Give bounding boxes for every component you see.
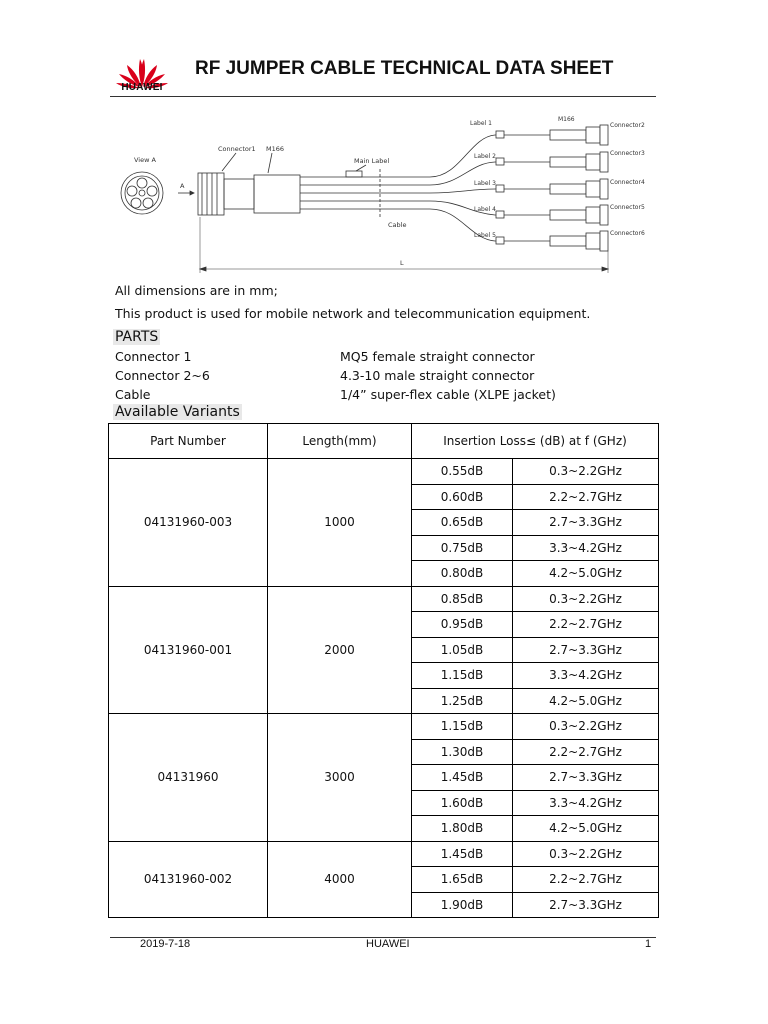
loss-cell: 0.95dB bbox=[412, 612, 513, 638]
column-header: Insertion Loss≤ (dB) at f (GHz) bbox=[412, 424, 659, 459]
loss-cell: 0.75dB bbox=[412, 535, 513, 561]
length-cell: 1000 bbox=[268, 459, 412, 587]
loss-cell: 1.80dB bbox=[412, 816, 513, 842]
connector5-label: Connector5 bbox=[610, 204, 645, 211]
connector1-label: Connector1 bbox=[218, 145, 256, 153]
dimensions-note: All dimensions are in mm; bbox=[115, 283, 278, 298]
view-a-label: View A bbox=[134, 156, 156, 164]
part-name: Cable bbox=[115, 387, 151, 402]
loss-cell: 0.60dB bbox=[412, 484, 513, 510]
loss-cell: 1.45dB bbox=[412, 841, 513, 867]
table-row bbox=[109, 841, 659, 867]
part-desc: 1/4” super-flex cable (XLPE jacket) bbox=[340, 387, 556, 402]
footer-page-number: 1 bbox=[645, 938, 652, 950]
freq-cell: 4.2~5.0GHz bbox=[513, 816, 659, 842]
column-header: Length(mm) bbox=[268, 424, 412, 459]
cable-drawing bbox=[110, 105, 656, 285]
main-label-text: Main Label bbox=[354, 157, 390, 165]
part-name: Connector 1 bbox=[115, 349, 192, 364]
length-cell: 3000 bbox=[268, 714, 412, 842]
usage-note: This product is used for mobile network and telecommunication equipment. bbox=[115, 306, 591, 321]
loss-cell: 1.65dB bbox=[412, 867, 513, 893]
length-cell: 2000 bbox=[268, 586, 412, 714]
part-desc: MQ5 female straight connector bbox=[340, 349, 535, 364]
footer-date: 2019-7-18 bbox=[140, 938, 191, 950]
column-header: Part Number bbox=[109, 424, 268, 459]
loss-cell: 0.65dB bbox=[412, 510, 513, 536]
freq-cell: 3.3~4.2GHz bbox=[513, 535, 659, 561]
branch-label-4: Label 4 bbox=[474, 206, 496, 213]
variants-heading: Available Variants bbox=[115, 404, 240, 420]
connector3-label: Connector3 bbox=[610, 150, 645, 157]
freq-cell: 2.7~3.3GHz bbox=[513, 637, 659, 663]
connector4-label: Connector4 bbox=[610, 179, 645, 186]
loss-cell: 0.80dB bbox=[412, 561, 513, 587]
freq-cell: 2.7~3.3GHz bbox=[513, 765, 659, 791]
part-number-cell: 04131960-002 bbox=[109, 841, 268, 918]
table-row bbox=[109, 586, 659, 612]
branch-label-3: Label 3 bbox=[474, 180, 496, 187]
freq-cell: 4.2~5.0GHz bbox=[513, 561, 659, 587]
loss-cell: 1.15dB bbox=[412, 663, 513, 689]
freq-cell: 2.2~2.7GHz bbox=[513, 867, 659, 893]
loss-cell: 1.60dB bbox=[412, 790, 513, 816]
freq-cell: 2.7~3.3GHz bbox=[513, 510, 659, 536]
connector6-label: Connector6 bbox=[610, 230, 645, 237]
loss-cell: 0.55dB bbox=[412, 459, 513, 485]
part-number-cell: 04131960-003 bbox=[109, 459, 268, 587]
connector2-label: Connector2 bbox=[610, 122, 645, 129]
part-number-cell: 04131960 bbox=[109, 714, 268, 842]
length-cell: 4000 bbox=[268, 841, 412, 918]
freq-cell: 3.3~4.2GHz bbox=[513, 663, 659, 689]
parts-heading: PARTS bbox=[115, 329, 159, 345]
page-title: RF JUMPER CABLE TECHNICAL DATA SHEET bbox=[195, 58, 614, 79]
length-dimension-label: L bbox=[400, 259, 404, 267]
freq-cell: 2.2~2.7GHz bbox=[513, 739, 659, 765]
freq-cell: 4.2~5.0GHz bbox=[513, 688, 659, 714]
freq-cell: 2.7~3.3GHz bbox=[513, 892, 659, 918]
freq-cell: 0.3~2.2GHz bbox=[513, 714, 659, 740]
part-desc: 4.3-10 male straight connector bbox=[340, 368, 535, 383]
cable-label-text: Cable bbox=[388, 221, 407, 229]
freq-cell: 2.2~2.7GHz bbox=[513, 484, 659, 510]
logo-text: HUAWEI bbox=[121, 82, 163, 93]
freq-cell: 0.3~2.2GHz bbox=[513, 841, 659, 867]
freq-cell: 2.2~2.7GHz bbox=[513, 612, 659, 638]
branch-label-1: Label 1 bbox=[470, 120, 492, 127]
part-number-cell: 04131960-001 bbox=[109, 586, 268, 714]
freq-cell: 0.3~2.2GHz bbox=[513, 586, 659, 612]
loss-cell: 1.25dB bbox=[412, 688, 513, 714]
loss-cell: 1.30dB bbox=[412, 739, 513, 765]
freq-cell: 3.3~4.2GHz bbox=[513, 790, 659, 816]
variants-table bbox=[108, 423, 659, 918]
m166-left-label: M166 bbox=[266, 145, 285, 153]
loss-cell: 1.05dB bbox=[412, 637, 513, 663]
branch-label-5: Label 5 bbox=[474, 232, 496, 239]
m166-right-label: M166 bbox=[558, 116, 575, 123]
loss-cell: 1.45dB bbox=[412, 765, 513, 791]
branch-label-2: Label 2 bbox=[474, 153, 496, 160]
footer-company: HUAWEI bbox=[366, 938, 410, 950]
part-name: Connector 2~6 bbox=[115, 368, 210, 383]
freq-cell: 0.3~2.2GHz bbox=[513, 459, 659, 485]
loss-cell: 1.15dB bbox=[412, 714, 513, 740]
table-row bbox=[109, 714, 659, 740]
table-header-row bbox=[109, 424, 659, 459]
loss-cell: 0.85dB bbox=[412, 586, 513, 612]
table-row bbox=[109, 459, 659, 485]
loss-cell: 1.90dB bbox=[412, 892, 513, 918]
header-divider bbox=[110, 96, 656, 97]
view-arrow-label: A bbox=[180, 182, 185, 190]
